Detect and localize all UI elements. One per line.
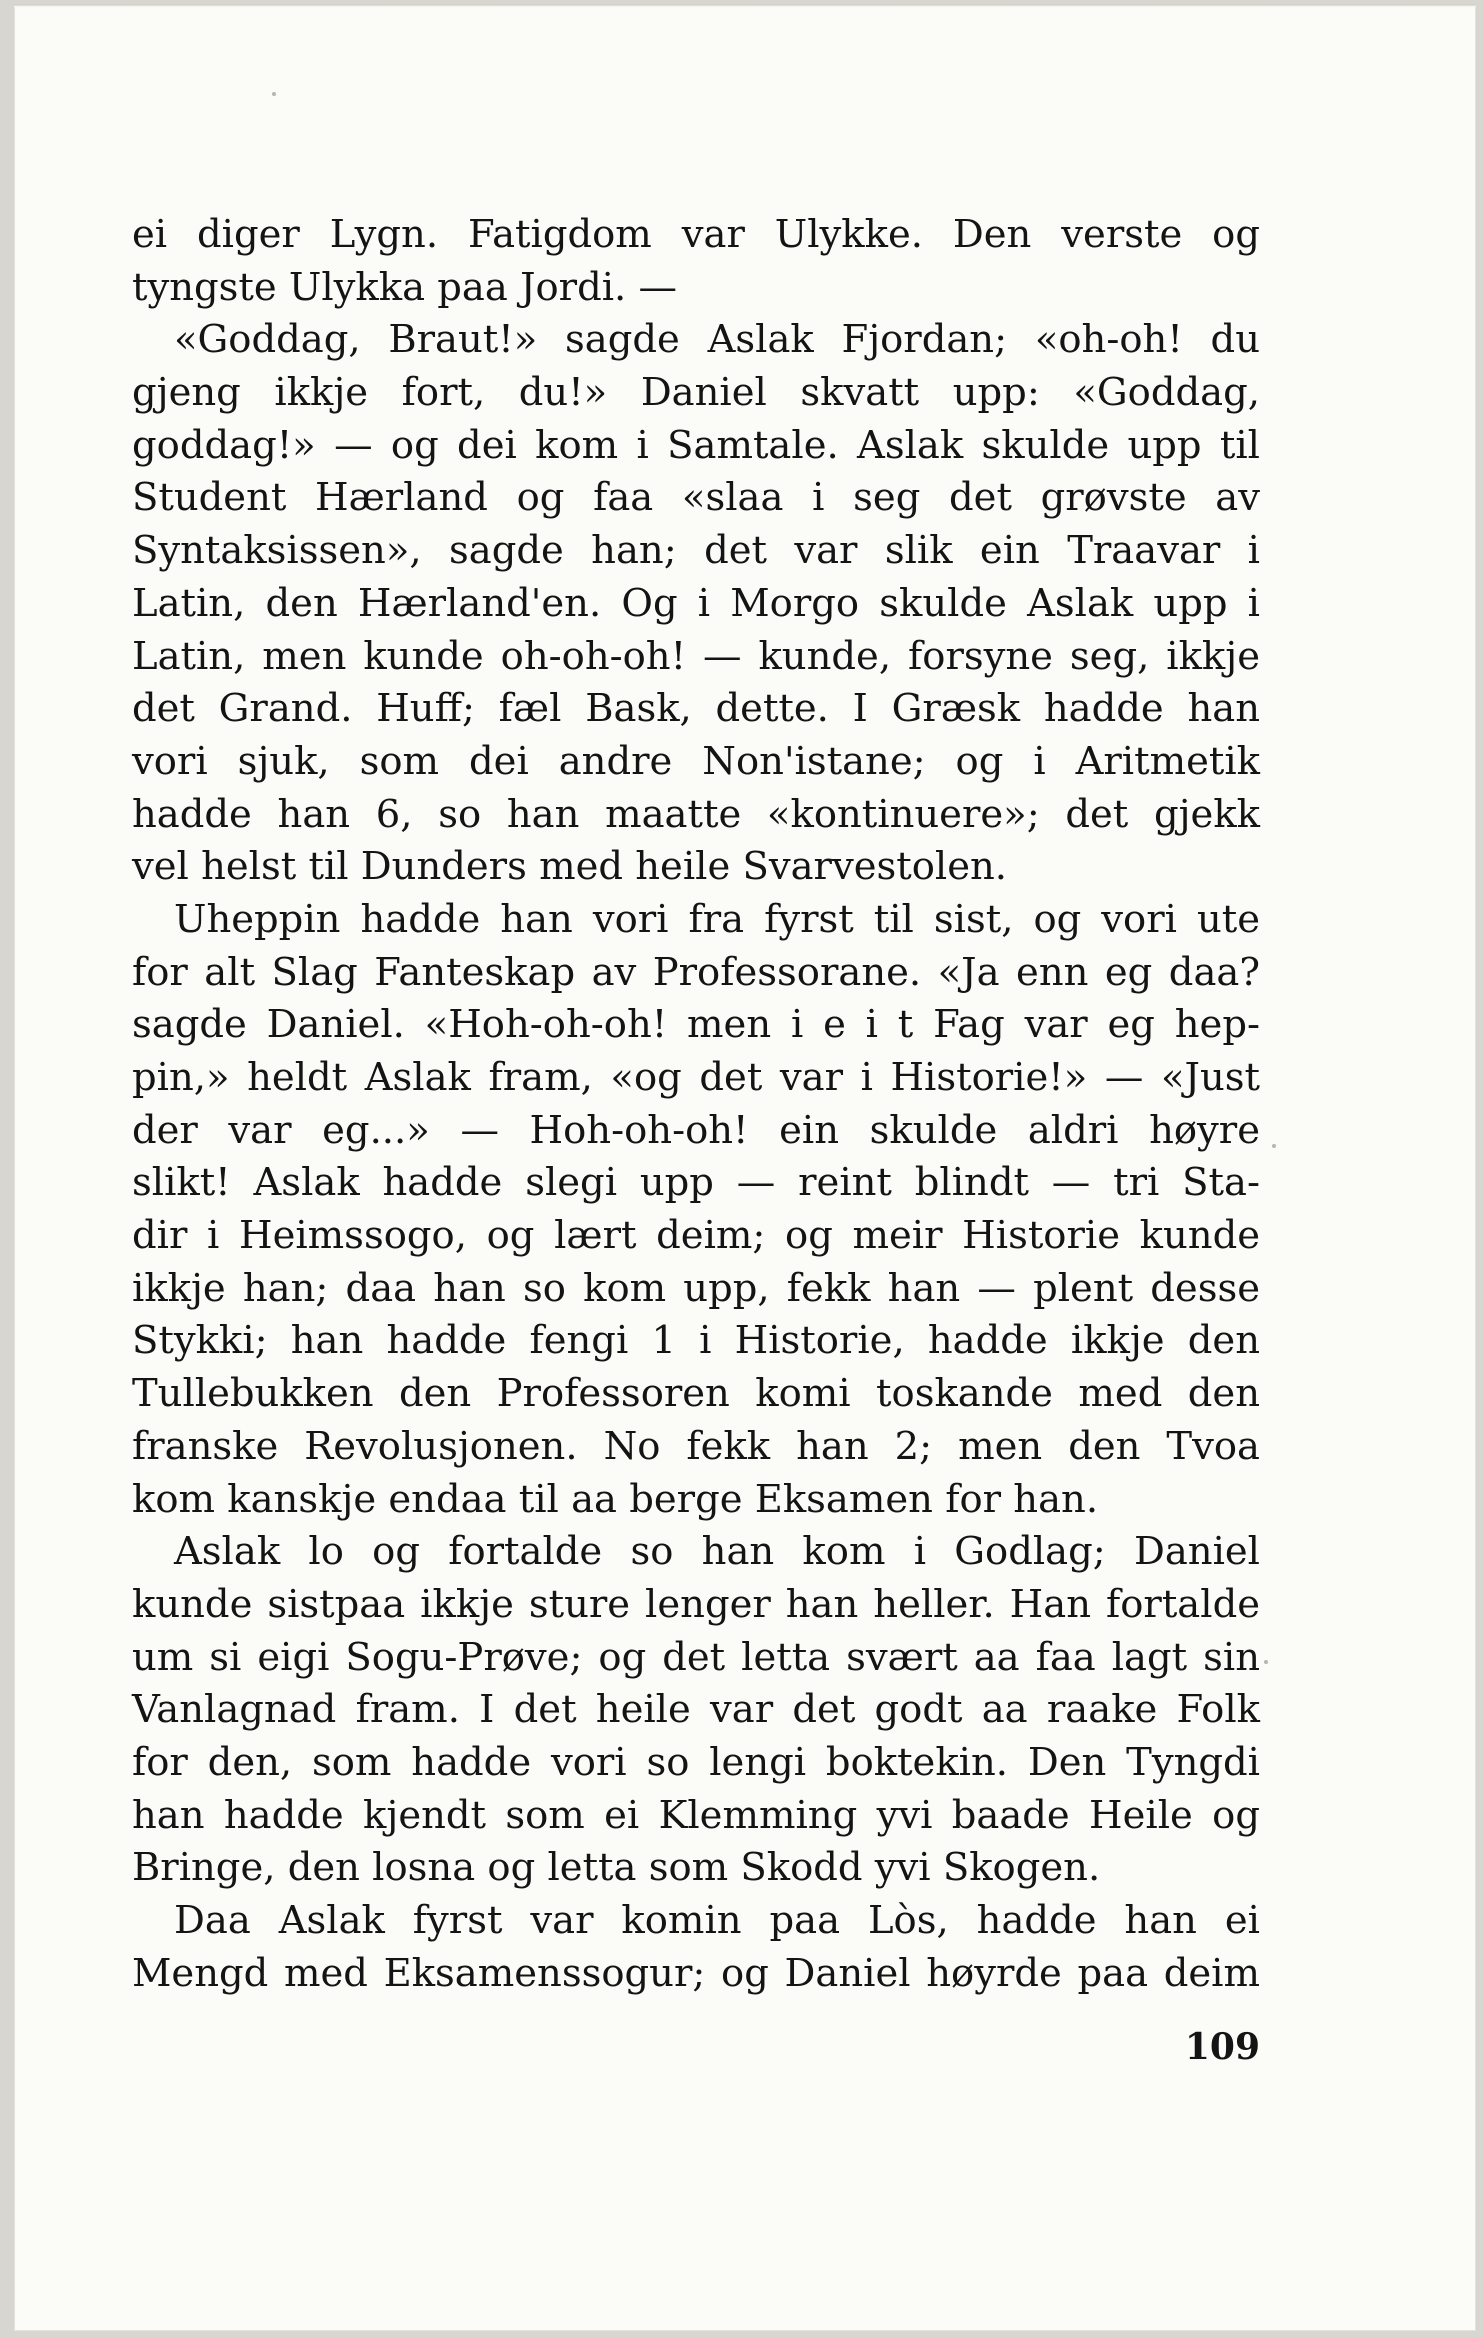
text-line: gjeng ikkje fort, du!» Daniel skvatt upp: «Goddag,	[132, 370, 1260, 416]
text-line: um si eigi Sogu-Prøve; og det letta svært aa faa lagt sin	[132, 1634, 1260, 1680]
text-line: sagde Daniel. «Hoh-oh-oh! men i e i t Fag var eg hep-	[132, 1002, 1260, 1048]
text-line: slikt! Aslak hadde slegi upp — reint blindt — tri Sta-	[132, 1160, 1260, 1206]
text-line: Tullebukken den Professoren komi toskande med den	[132, 1371, 1260, 1417]
text-line: for alt Slag Fanteskap av Professorane. «Ja enn eg daa?	[132, 949, 1260, 995]
paper-speck	[1272, 1144, 1276, 1148]
text-line: hadde han 6, so han maatte «kontinuere»; det gjekk	[132, 791, 1260, 837]
text-line: vori sjuk, som dei andre Non'istane; og i Aritmetik	[132, 738, 1260, 784]
text-line: Latin, men kunde oh-oh-oh! — kunde, forsyne seg, ikkje	[132, 633, 1260, 679]
text-line: Student Hærland og faa «slaa i seg det grøvste av	[132, 475, 1260, 521]
text-line: Bringe, den losna og letta som Skodd yvi Skogen.	[132, 1845, 1101, 1891]
text-line: Daa Aslak fyrst var komin paa Lòs, hadde han ei	[174, 1898, 1260, 1943]
text-line: han hadde kjendt som ei Klemming yvi baade Heile og	[132, 1792, 1260, 1838]
text-line: Vanlagnad fram. I det heile var det godt aa raake Folk	[132, 1687, 1260, 1733]
text-line: dir i Heimssogo, og lært deim; og meir Historie kunde	[132, 1213, 1260, 1259]
text-line: kunde sistpaa ikkje sture lenger han heller. Han fortalde	[132, 1581, 1260, 1627]
text-line: goddag!» — og dei kom i Samtale. Aslak skulde upp til	[132, 422, 1260, 468]
text-line: for den, som hadde vori so lengi boktekin. Den Tyngdi	[132, 1739, 1260, 1785]
text-line: «Goddag, Braut!» sagde Aslak Fjordan; «oh-oh! du	[174, 317, 1260, 363]
text-line: pin,» heldt Aslak fram, «og det var i Historie!» — «Just	[132, 1055, 1260, 1100]
page-number: 109	[1184, 2026, 1260, 2068]
text-line: Mengd med Eksamenssogur; og Daniel høyrde paa deim	[132, 1950, 1260, 1996]
page-top-edge	[14, 4, 1476, 7]
text-line: ei diger Lygn. Fatigdom var Ulykke. Den verste og	[132, 212, 1260, 257]
text-line: Stykki; han hadde fengi 1 i Historie, hadde ikkje den	[132, 1318, 1260, 1364]
text-line: kom kanskje endaa til aa berge Eksamen for han.	[132, 1476, 1099, 1522]
text-line: Uheppin hadde han vori fra fyrst til sist, og vori ute	[174, 896, 1260, 942]
book-page	[14, 4, 1476, 2331]
text-line: Syntaksissen», sagde han; det var slik ein Traavar i	[132, 528, 1260, 574]
text-line: vel helst til Dunders med heile Svarvestolen.	[132, 844, 1008, 890]
body-text	[132, 209, 1260, 2000]
text-line: tyngste Ulykka paa Jordi. —	[132, 264, 678, 310]
text-line: Latin, den Hærland'en. Og i Morgo skulde Aslak upp i	[132, 580, 1260, 626]
paper-speck	[1264, 1660, 1268, 1664]
text-line: Aslak lo og fortalde so han kom i Godlag; Daniel	[174, 1529, 1260, 1575]
text-line: der var eg...» — Hoh-oh-oh! ein skulde aldri høyre	[132, 1107, 1260, 1153]
paper-speck	[272, 92, 276, 96]
text-line: det Grand. Huff; fæl Bask, dette. I Græsk hadde han	[132, 686, 1260, 732]
text-line: ikkje han; daa han so kom upp, fekk han — plent desse	[132, 1265, 1260, 1311]
text-line: franske Revolusjonen. No fekk han 2; men den Tvoa	[132, 1423, 1260, 1469]
